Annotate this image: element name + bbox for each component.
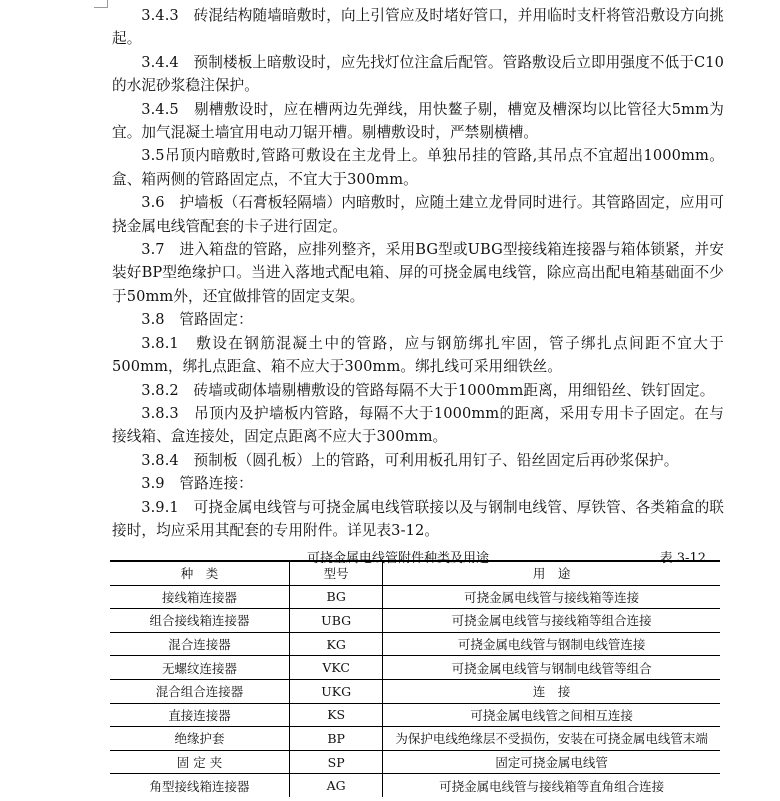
cell-model: KG	[290, 632, 383, 656]
paragraph-3-8-2: 3.8.2 砖墙或砌体墙剔槽敷设的管路每隔不大于1000mm距离，用细铅丝、铁钉固定。	[141, 381, 715, 399]
cell-model: BG	[290, 585, 383, 609]
cell-usage: 固定可挠金属电线管	[383, 750, 720, 774]
table-row	[110, 774, 720, 797]
cell-usage: 连 接	[383, 679, 720, 703]
paragraph-3-4-3: 3.4.3 砖混结构随墙暗敷时，向上引管应及时堵好管口，并用临时支杆将管沿敷设方向挑起。	[112, 7, 724, 48]
paragraph-3-6: 3.6 护墙板（石膏板轻隔墙）内暗敷时，应随土建立龙骨同时进行。其管路固定，应用可挠金属电线管配套的卡子进行固定。	[112, 194, 724, 235]
paragraph-3-8-1: 3.8.1 敷设在钢筋混凝土中的管路，应与钢筋绑扎牢固，管子绑扎点间距不宜大于500mm，绑扎点距盒、箱不应大于300mm。绑扎线可采用细铁丝。	[112, 334, 724, 376]
cell-type: 混合连接器	[110, 632, 290, 656]
table-row	[110, 750, 720, 774]
cell-usage: 可挠金属电线管与接线箱等连接	[383, 585, 720, 609]
paragraph-3-8-4: 3.8.4 预制板（圆孔板）上的管路，可利用板孔用钉子、铅丝固定后再砂浆保护。	[141, 451, 679, 469]
cell-type: 绝缘护套	[110, 727, 290, 751]
crop-mark	[94, 0, 108, 8]
cell-usage: 可挠金属电线管与钢制电线管等组合	[383, 656, 720, 680]
paragraph-3-7: 3.7 进入箱盘的管路，应排列整齐，采用BG型或UBG型接线箱连接器与箱体锁紧，并安装好BP型绝缘护口。当进入落地式配电箱、屏的可挠金属电线管，除应高出配电箱基础面不少于50mm外，还宜做排管的固定支架。	[112, 241, 724, 305]
table-header-row	[110, 561, 720, 585]
table-row	[110, 632, 720, 656]
table-row	[110, 609, 720, 633]
cell-usage: 可挠金属电线管与接线箱等组合连接	[383, 609, 720, 633]
cell-type: 角型接线箱连接器	[110, 774, 290, 797]
paragraph-3-8: 3.8 管路固定：	[141, 311, 253, 329]
paragraph-3-4-4: 3.4.4 预制楼板上暗敷设时，应先找灯位注盒后配管。管路敷设后立即用强度不低于C10的水泥砂浆稳注保护。	[112, 53, 724, 95]
document-body	[112, 4, 724, 567]
table-row	[110, 703, 720, 727]
paragraph-3-8-3: 3.8.3 吊顶内及护墙板内管路，每隔不大于1000mm的距离，采用专用卡子固定。在与接线箱、盒连接处，固定点距离不应大于300mm。	[112, 404, 724, 446]
table-number: 表 3-12	[659, 551, 706, 567]
table-row	[110, 727, 720, 751]
cell-model: KS	[290, 703, 383, 727]
table-row	[110, 585, 720, 609]
header-type: 种 类	[110, 561, 290, 585]
cell-model: VKC	[290, 656, 383, 680]
cell-model: AG	[290, 774, 383, 797]
cell-type: 混合组合连接器	[110, 679, 290, 703]
paragraph-3-4-5: 3.4.5 剔槽敷设时，应在槽两边先弹线，用快鳌子剔，槽宽及槽深均以比管径大5mm为宜。加气混凝土墙宜用电动刀锯开槽。剔槽敷设时，严禁剔横槽。	[112, 100, 724, 142]
cell-type: 接线箱连接器	[110, 585, 290, 609]
cell-usage: 可挠金属电线管之间相互连接	[383, 703, 720, 727]
paragraph-3-9: 3.9 管路连接：	[141, 475, 253, 493]
paragraph-3-9-1: 3.9.1 可挠金属电线管与可挠金属电线管联接以及与钢制电线管、厚铁管、各类箱盒的联接时，均应采用其配套的专用附件。详见表3-12。	[112, 498, 724, 539]
header-model: 型号	[290, 561, 383, 585]
cell-model: UBG	[290, 609, 383, 633]
cell-usage: 为保护电线绝缘层不受损伤，安装在可挠金属电线管末端	[383, 727, 720, 751]
header-usage: 用 途	[383, 561, 720, 585]
paragraph-3-5: 3.5吊顶内暗敷时,管路可敷设在主龙骨上。单独吊挂的管路,其吊点不宜超出1000mm。盒、箱两侧的管路固定点，不宜大于300mm。	[112, 147, 724, 188]
cell-type: 无螺纹连接器	[110, 656, 290, 680]
table-row	[110, 656, 720, 680]
cell-type: 组合接线箱连接器	[110, 609, 290, 633]
cell-model: BP	[290, 727, 383, 751]
fittings-table	[110, 560, 720, 797]
cell-type: 固 定 夹	[110, 750, 290, 774]
cell-model: SP	[290, 750, 383, 774]
cell-type: 直接连接器	[110, 703, 290, 727]
table-row	[110, 679, 720, 703]
cell-model: UKG	[290, 679, 383, 703]
cell-usage: 可挠金属电线管与钢制电线管连接	[383, 632, 720, 656]
table-title: 可挠金属电线管附件种类及用途	[307, 551, 490, 567]
cell-usage: 可挠金属电线管与接线箱等直角组合连接	[439, 778, 665, 794]
